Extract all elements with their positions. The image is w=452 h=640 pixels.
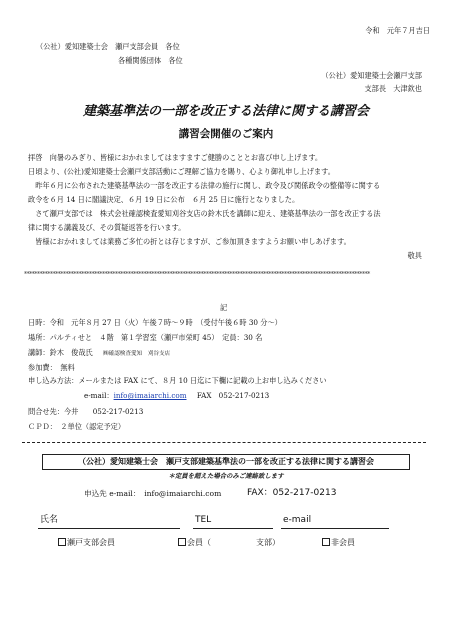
email-label: e-mail： bbox=[84, 391, 114, 400]
body-line-7: 皆様におかれましては業務ご多忙の折とは存じますが、ご参加頂きますようお願い申しあげます。 bbox=[28, 237, 351, 246]
detail-place: 場所：パルティせと ４階 第１学習室（瀬戸市栄町 45） 定員：30 名 bbox=[28, 333, 263, 342]
issue-date: 令和 元年７月吉日 bbox=[365, 26, 430, 35]
email-field-label: e-mail bbox=[283, 515, 312, 525]
tel-field[interactable] bbox=[193, 528, 273, 529]
name-label: 氏名 bbox=[40, 515, 59, 525]
detail-cpd: ＣＰＤ： ２単位（認定予定） bbox=[28, 422, 126, 431]
closing: 敬具 bbox=[407, 251, 422, 260]
lecturer-name: 講師：鈴木 俊哉氏 bbox=[28, 348, 93, 357]
option-nonmember[interactable] bbox=[322, 538, 355, 548]
ki-heading: 記 bbox=[220, 303, 228, 312]
body-line-3: 昨年６月に公布された建築基準法の一部を改正する法律の施行に関し、政令及び関係政令の整備等に関する bbox=[28, 181, 381, 190]
option-setobranch[interactable] bbox=[58, 538, 115, 548]
recipient-line-2: 各種関係団体 各位 bbox=[118, 56, 183, 65]
form-apply-email: 申込先 e-mail： info@imaiarchi.com bbox=[84, 489, 222, 498]
checkbox-icon[interactable] bbox=[178, 538, 186, 546]
option-nonmember-label: 非会員 bbox=[331, 538, 355, 547]
detail-datetime: 日時：令和 元年８月 27 日（火）午後７時〜９時 （受付午後６時 30 分〜） bbox=[28, 318, 282, 327]
detail-fee: 参加費： 無料 bbox=[28, 363, 75, 372]
checkbox-icon[interactable] bbox=[58, 538, 66, 546]
cut-line bbox=[22, 442, 426, 443]
option-setobranch-label: 瀬戸支部会員 bbox=[67, 538, 115, 547]
fax-number: FAX 052-217-0213 bbox=[196, 391, 270, 400]
lecturer-affiliation: ㈱確認検査愛知 刈谷支店 bbox=[103, 351, 171, 357]
detail-inquiry: 問合せ先：今井 052-217-0213 bbox=[28, 407, 144, 416]
detail-contact-line bbox=[84, 391, 269, 400]
star-divider: ************************************************************************************************************************************* bbox=[24, 271, 370, 278]
option-member-label: 会員（ bbox=[187, 538, 211, 547]
form-title-box bbox=[42, 454, 410, 470]
body-line-6: 律に関する講義及び、その質疑返答を行います。 bbox=[28, 223, 186, 232]
option-member-branch: 支部） bbox=[256, 538, 280, 547]
recipient-line-1: （公社）愛知建築士会 瀬戸支部会員 各位 bbox=[36, 42, 180, 51]
checkbox-icon[interactable] bbox=[322, 538, 330, 546]
name-field[interactable] bbox=[38, 528, 180, 529]
tel-label: TEL bbox=[195, 515, 212, 525]
body-line-1: 拝啓 向暑のみぎり、皆様におかれましてはますますご健勝のこととお喜び申し上げます。 bbox=[28, 153, 323, 162]
body-line-4: 政令を６月 14 日に閣議決定、６月 19 日に公布 ６月 25 日に施行となりました。 bbox=[28, 195, 300, 204]
page-subtitle: 講習会開催のご案内 bbox=[178, 128, 274, 140]
form-title: （公社）愛知建築士会 瀬戸支部建築基準法の一部を改正する法律に関する講習会 bbox=[78, 457, 374, 466]
option-member[interactable] bbox=[178, 538, 211, 548]
detail-lecturer bbox=[28, 348, 170, 358]
email-link[interactable]: info@imaiarchi.com bbox=[113, 391, 187, 400]
sender-name: 支部長 大津欽也 bbox=[364, 84, 422, 93]
page-title: 建築基準法の一部を改正する法律に関する講習会 bbox=[82, 104, 369, 119]
form-note: ＊定員を超えた場合のみご連絡致します bbox=[168, 472, 284, 480]
form-apply-fax: FAX：052-217-0213 bbox=[247, 488, 337, 498]
email-field[interactable] bbox=[281, 528, 389, 529]
body-line-5: さて瀬戸支部では 株式会社確認検査愛知刈谷支店の鈴木氏を講師に迎え、建築基準法の一部を改正する法 bbox=[28, 209, 381, 218]
sender-org: （公社）愛知建築士会瀬戸支部 bbox=[321, 71, 422, 80]
body-line-2: 日頃より、(公社)愛知建築士会瀬戸支部活動にご理解ご協力を賜り、心より御礼申し上げます。 bbox=[28, 167, 335, 176]
detail-apply: 申し込み方法：メールまたは FAX にて、８月 10 日迄に下欄に記載の上お申し込みください bbox=[28, 376, 327, 385]
